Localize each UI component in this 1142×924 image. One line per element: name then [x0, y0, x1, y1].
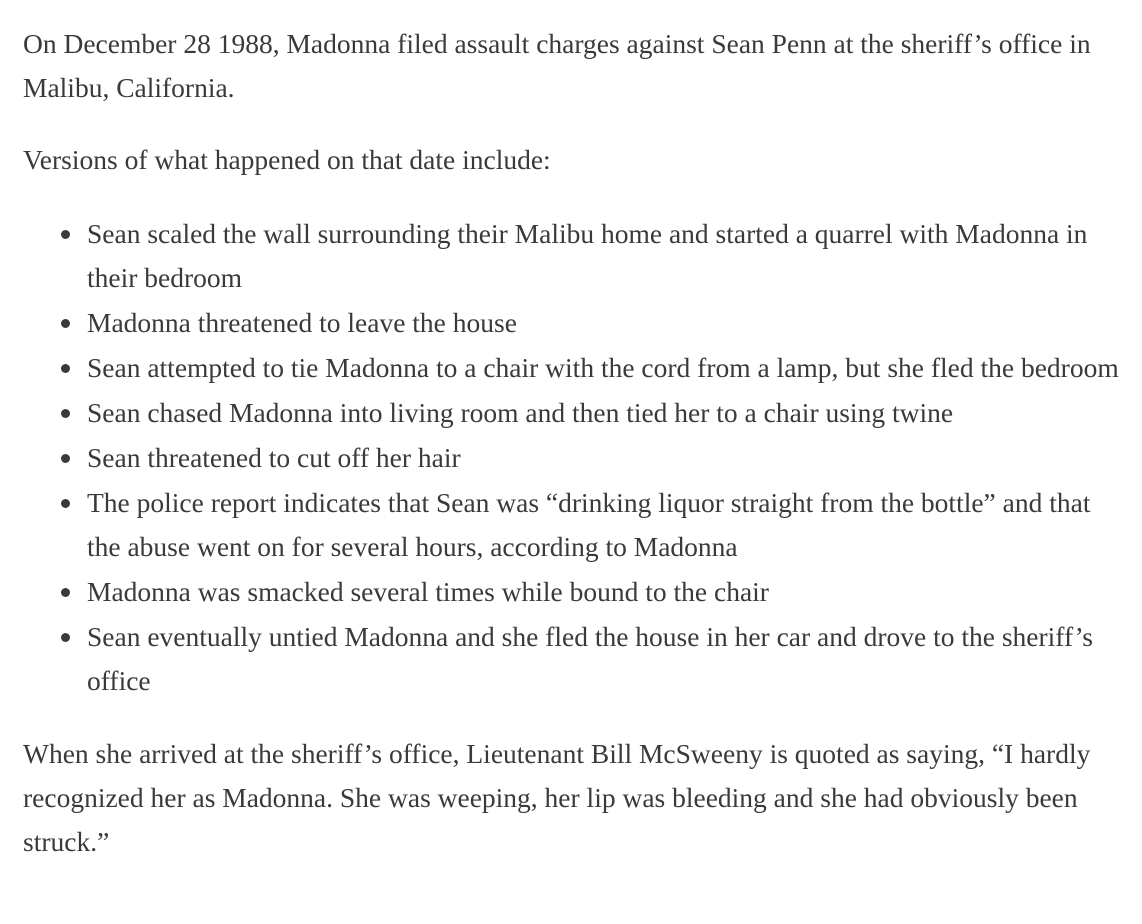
bullet-icon: [61, 454, 70, 463]
list-item-text: Sean scaled the wall surrounding their Malibu home and started a quarrel with Madonna in their bedroom: [87, 218, 1088, 293]
bullet-icon: [61, 499, 70, 508]
list-item: [87, 481, 1122, 569]
list-item: [87, 301, 1122, 345]
intro-paragraph: On December 28 1988, Madonna filed assault charges against Sean Penn at the sheriff’s office in Malibu, California.: [23, 28, 1091, 103]
bullet-icon: [61, 409, 70, 418]
list-item-text: Madonna was smacked several times while bound to the chair: [87, 576, 769, 607]
closing-paragraph: When she arrived at the sheriff’s office, Lieutenant Bill McSweeny is quoted as saying, “I hardly recognized her as Madonna. She was weeping, her lip was bleeding and she had obviously been struck.”: [23, 738, 1091, 857]
bullet-icon: [61, 364, 70, 373]
bullet-icon: [61, 230, 70, 239]
list-item-text: Sean threatened to cut off her hair: [87, 442, 461, 473]
versions-intro-paragraph: Versions of what happened on that date include:: [23, 144, 551, 175]
list-item: [87, 436, 1122, 480]
list-item: [87, 615, 1122, 703]
list-item-text: Sean chased Madonna into living room and then tied her to a chair using twine: [87, 397, 954, 428]
list-item-text: Sean attempted to tie Madonna to a chair with the cord from a lamp, but she fled the bedroom: [87, 352, 1119, 383]
list-item: [87, 346, 1122, 390]
list-item: [87, 391, 1122, 435]
list-item-text: Sean eventually untied Madonna and she fled the house in her car and drove to the sheriff’s office: [87, 621, 1093, 696]
bullet-icon: [61, 633, 70, 642]
list-item-text: The police report indicates that Sean was “drinking liquor straight from the bottle” and that the abuse went on for several hours, according to Madonna: [87, 487, 1091, 562]
list-item: [87, 570, 1122, 614]
list-item-text: Madonna threatened to leave the house: [87, 307, 517, 338]
list-item: [87, 212, 1122, 300]
events-list: [23, 212, 1122, 703]
bullet-icon: [61, 319, 70, 328]
bullet-icon: [61, 588, 70, 597]
